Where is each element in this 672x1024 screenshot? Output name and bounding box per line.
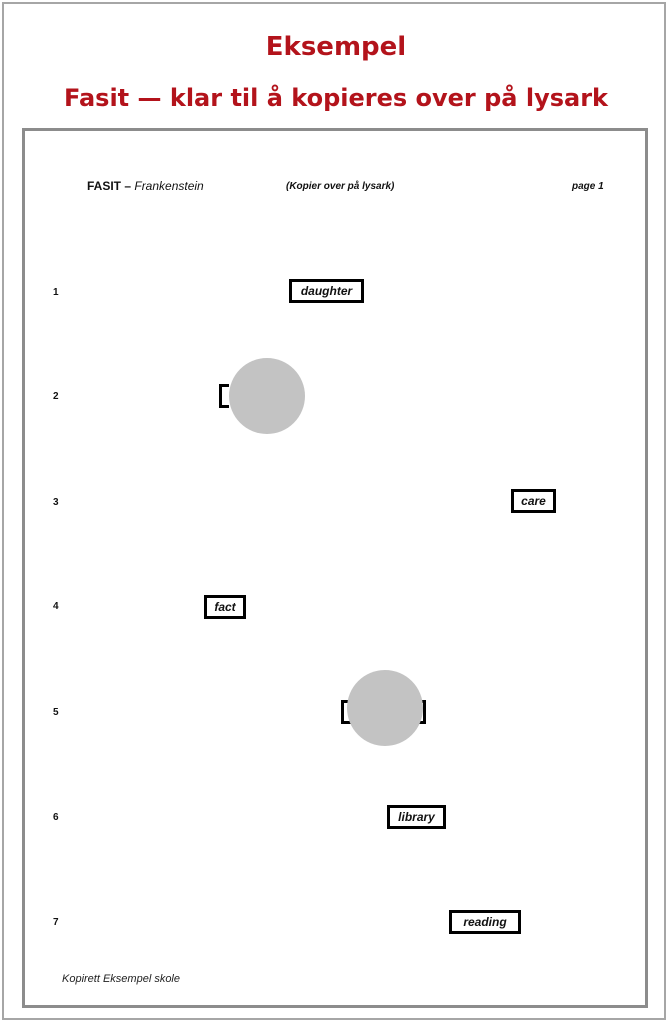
sheet-header-label: FASIT – [87, 179, 132, 193]
row-number-4: 4 [53, 601, 59, 612]
answer-box-7: reading [449, 910, 521, 934]
row-number-6: 6 [53, 812, 59, 823]
page-title: Eksempel [265, 32, 407, 62]
answer-sheet [22, 128, 648, 1008]
row-number-7: 7 [53, 917, 59, 928]
sheet-header-title [87, 179, 204, 193]
row-number-1: 1 [53, 287, 59, 298]
row-number-3: 3 [53, 497, 59, 508]
sheet-header-page: page 1 [572, 181, 604, 192]
row-number-2: 2 [53, 391, 59, 402]
redaction-circle-5 [347, 670, 423, 746]
answer-box-4: fact [204, 595, 246, 619]
answer-box-1: daughter [289, 279, 364, 303]
redaction-circle-2 [229, 358, 305, 434]
answer-box-3: care [511, 489, 556, 513]
page-subtitle: Fasit — klar til å kopieres over på lysark [63, 84, 608, 112]
sheet-header-instruction: (Kopier over på lysark) [286, 181, 395, 192]
answer-box-6: library [387, 805, 446, 829]
answer-box-2 [219, 384, 229, 408]
copyright-footer: Kopirett Eksempel skole [62, 973, 180, 985]
sheet-header-book: Frankenstein [134, 179, 204, 193]
row-number-5: 5 [53, 707, 59, 718]
